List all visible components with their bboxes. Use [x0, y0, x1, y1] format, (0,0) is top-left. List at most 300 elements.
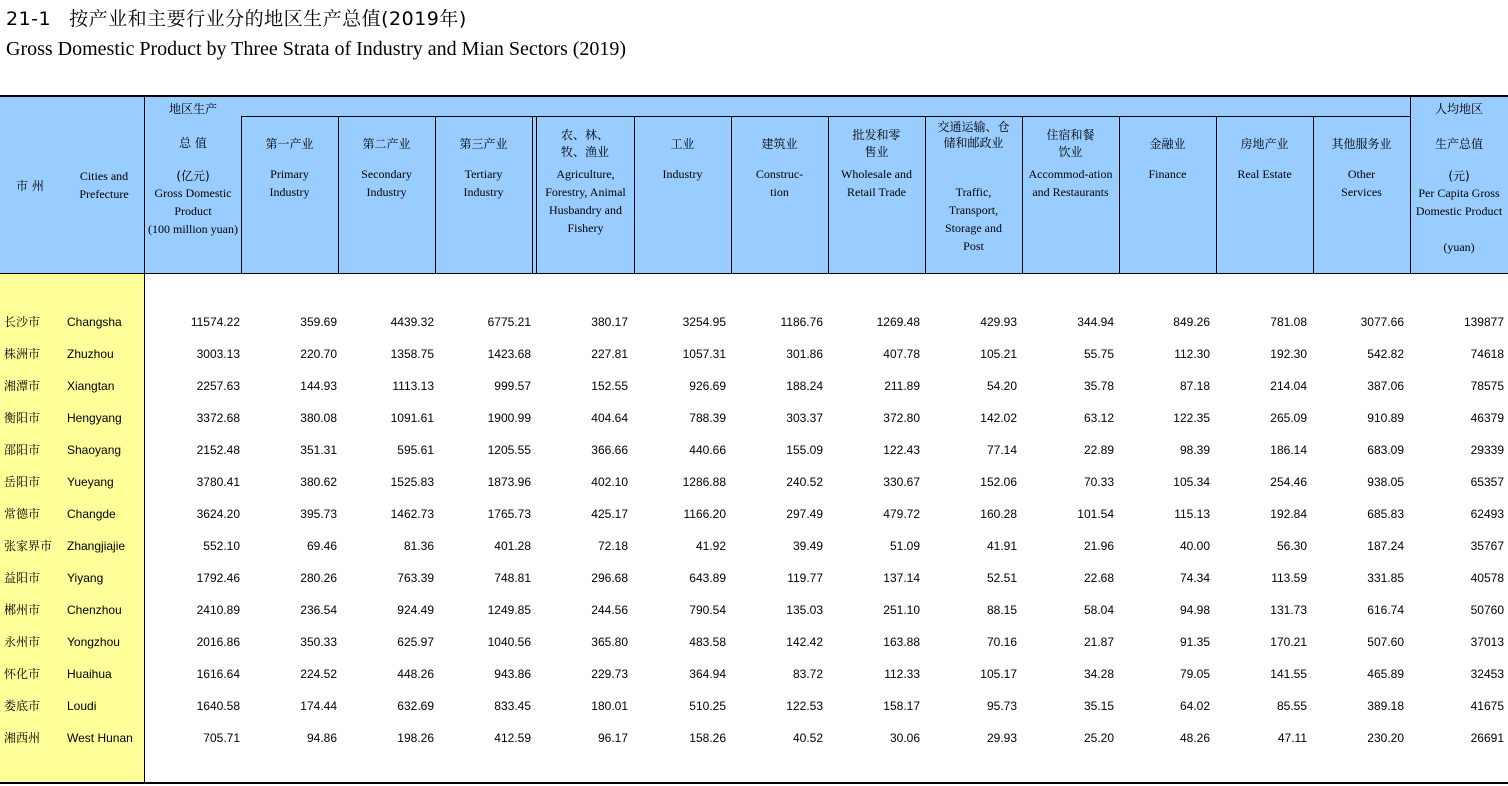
value-cell: 685.83	[1367, 507, 1404, 521]
value-cell: 26691	[1470, 731, 1504, 745]
header-construction-en: Construc-tion	[755, 167, 804, 199]
header-agriculture	[537, 97, 634, 273]
value-cell: 135.03	[786, 603, 823, 617]
city-name-cn: 常德市	[4, 507, 41, 521]
value-cell: 101.54	[1077, 507, 1114, 521]
value-cell: 331.85	[1367, 571, 1404, 585]
value-cell: 849.26	[1173, 315, 1210, 329]
value-cell: 174.44	[300, 699, 337, 713]
value-cell: 85.55	[1276, 699, 1307, 713]
city-name-cn: 长沙市	[4, 315, 41, 329]
value-cell: 139877	[1463, 315, 1504, 329]
city-name-cn: 郴州市	[4, 603, 41, 617]
table-row	[0, 402, 1508, 434]
value-cell: 81.36	[403, 539, 434, 553]
header-construction	[731, 97, 828, 273]
header-divider	[241, 116, 242, 273]
value-cell: 344.94	[1077, 315, 1114, 329]
value-cell: 330.67	[883, 475, 920, 489]
value-cell: 1113.13	[392, 379, 434, 393]
value-cell: 440.66	[689, 443, 726, 457]
value-cell: 595.61	[397, 443, 434, 457]
value-cell: 910.89	[1367, 411, 1404, 425]
table-row	[0, 338, 1508, 370]
value-cell: 425.17	[591, 507, 628, 521]
value-cell: 39.49	[792, 539, 823, 553]
value-cell: 1423.68	[487, 347, 531, 361]
value-cell: 65357	[1470, 475, 1504, 489]
value-cell: 251.10	[883, 603, 920, 617]
value-cell: 74.34	[1179, 571, 1210, 585]
value-cell: 95.73	[986, 699, 1017, 713]
table-row	[0, 530, 1508, 562]
value-cell: 448.26	[397, 667, 434, 681]
value-cell: 781.08	[1270, 315, 1307, 329]
value-cell: 105.17	[980, 667, 1017, 681]
value-cell: 938.05	[1367, 475, 1404, 489]
value-cell: 47.11	[1277, 731, 1307, 745]
header-divider	[532, 116, 533, 273]
value-cell: 105.21	[980, 347, 1017, 361]
value-cell: 407.78	[883, 347, 920, 361]
value-cell: 35767	[1470, 539, 1504, 553]
value-cell: 88.15	[986, 603, 1017, 617]
value-cell: 77.14	[986, 443, 1017, 457]
value-cell: 142.02	[980, 411, 1017, 425]
header-divider	[435, 116, 436, 273]
city-name-en: Shaoyang	[67, 443, 122, 457]
value-cell: 380.17	[591, 315, 628, 329]
value-cell: 943.86	[494, 667, 531, 681]
value-cell: 683.09	[1367, 443, 1404, 457]
value-cell: 142.42	[786, 635, 823, 649]
value-cell: 366.66	[591, 443, 628, 457]
header-industry-en: Industry	[662, 167, 703, 181]
header-city-en: Cities and Prefecture	[79, 169, 129, 201]
city-name-en: Chenzhou	[67, 603, 122, 617]
value-cell: 479.72	[883, 507, 920, 521]
value-cell: 705.71	[203, 731, 240, 745]
city-name-en: Hengyang	[67, 411, 122, 425]
header-accommodation	[1022, 97, 1119, 273]
value-cell: 35.78	[1083, 379, 1114, 393]
city-name-en: Yongzhou	[67, 635, 120, 649]
value-cell: 1358.75	[390, 347, 434, 361]
header-divider	[338, 116, 339, 273]
value-cell: 35.15	[1083, 699, 1114, 713]
header-divider	[1410, 97, 1411, 273]
value-cell: 2410.89	[196, 603, 240, 617]
value-cell: 51.09	[889, 539, 920, 553]
value-cell: 25.20	[1083, 731, 1114, 745]
value-cell: 94.98	[1179, 603, 1210, 617]
value-cell: 119.77	[787, 571, 823, 585]
city-name-en: Yueyang	[67, 475, 114, 489]
value-cell: 301.86	[786, 347, 823, 361]
value-cell: 244.56	[591, 603, 628, 617]
header-secondary	[338, 97, 435, 273]
value-cell: 227.81	[591, 347, 628, 361]
value-cell: 40578	[1470, 571, 1504, 585]
value-cell: 87.18	[1179, 379, 1210, 393]
value-cell: 510.25	[689, 699, 726, 713]
value-cell: 40.52	[792, 731, 823, 745]
header-wholesale	[828, 97, 925, 273]
value-cell: 163.88	[883, 635, 920, 649]
value-cell: 214.04	[1270, 379, 1307, 393]
header-other-cn: 其他服务业	[1331, 137, 1392, 151]
value-cell: 29.93	[986, 731, 1017, 745]
value-cell: 131.73	[1270, 603, 1307, 617]
header-tertiary-cn: 第三产业	[459, 137, 508, 151]
value-cell: 122.43	[883, 443, 920, 457]
value-cell: 56.30	[1276, 539, 1307, 553]
header-city	[0, 97, 144, 273]
value-cell: 297.49	[786, 507, 823, 521]
value-cell: 404.64	[591, 411, 628, 425]
value-cell: 748.81	[494, 571, 531, 585]
header-wholesale-en: Wholesale and Retail Trade	[841, 167, 912, 199]
value-cell: 1765.73	[487, 507, 531, 521]
city-name-en: Changde	[67, 507, 116, 521]
header-divider	[1313, 116, 1314, 273]
value-cell: 6775.21	[487, 315, 531, 329]
value-cell: 552.10	[203, 539, 240, 553]
header-divider	[925, 116, 926, 273]
value-cell: 364.94	[689, 667, 726, 681]
value-cell: 1166.20	[683, 507, 726, 521]
value-cell: 188.24	[786, 379, 823, 393]
title-cn-text: 按产业和主要行业分的地区生产总值(2019年)	[69, 8, 467, 30]
city-name-cn: 张家界市	[4, 539, 53, 553]
value-cell: 3077.66	[1360, 315, 1404, 329]
value-cell: 3780.41	[196, 475, 240, 489]
value-cell: 113.59	[1271, 571, 1307, 585]
value-cell: 999.57	[494, 379, 531, 393]
value-cell: 1462.73	[390, 507, 434, 521]
table-row	[0, 626, 1508, 658]
value-cell: 1091.61	[390, 411, 434, 425]
table-header	[0, 97, 1508, 274]
header-realestate	[1216, 97, 1313, 273]
value-cell: 380.62	[300, 475, 337, 489]
header-divider	[536, 116, 537, 273]
header-wholesale-cn: 批发和零售业	[852, 128, 901, 159]
value-cell: 265.09	[1270, 411, 1307, 425]
page-title-cn	[6, 4, 467, 31]
value-cell: 158.17	[883, 699, 920, 713]
header-percapita-unit-en: (yuan)	[1443, 240, 1475, 254]
value-cell: 763.39	[397, 571, 434, 585]
header-primary-cn: 第一产业	[265, 137, 314, 151]
value-cell: 41.91	[986, 539, 1017, 553]
value-cell: 296.68	[591, 571, 628, 585]
value-cell: 643.89	[689, 571, 726, 585]
value-cell: 1873.96	[487, 475, 531, 489]
value-cell: 1269.48	[876, 315, 920, 329]
value-cell: 180.01	[591, 699, 628, 713]
value-cell: 160.28	[980, 507, 1017, 521]
value-cell: 788.39	[689, 411, 726, 425]
value-cell: 1205.55	[487, 443, 531, 457]
header-divider	[1022, 116, 1023, 273]
header-percapita-cn-mid: 生产总值	[1434, 137, 1483, 151]
value-cell: 365.80	[591, 635, 628, 649]
value-cell: 224.52	[300, 667, 337, 681]
value-cell: 236.54	[300, 603, 337, 617]
value-cell: 55.75	[1083, 347, 1114, 361]
value-cell: 83.72	[792, 667, 823, 681]
value-cell: 144.93	[300, 379, 337, 393]
value-cell: 402.10	[591, 475, 628, 489]
header-primary	[241, 97, 338, 273]
value-cell: 790.54	[689, 603, 726, 617]
value-cell: 187.24	[1367, 539, 1404, 553]
header-finance	[1119, 97, 1216, 273]
header-divider	[731, 116, 732, 273]
value-cell: 122.35	[1173, 411, 1210, 425]
header-percapita-cn-top: 人均地区	[1434, 102, 1483, 116]
header-realestate-en: Real Estate	[1237, 167, 1292, 181]
value-cell: 2257.63	[196, 379, 240, 393]
value-cell: 78575	[1470, 379, 1504, 393]
value-cell: 70.33	[1083, 475, 1114, 489]
value-cell: 1186.76	[780, 315, 823, 329]
city-name-cn: 湘西州	[4, 731, 41, 745]
value-cell: 112.30	[1174, 347, 1210, 361]
value-cell: 141.55	[1270, 667, 1307, 681]
table-row	[0, 562, 1508, 594]
value-cell: 192.84	[1270, 507, 1307, 521]
header-tertiary-en: Tertiary Industry	[463, 167, 504, 199]
value-cell: 54.20	[986, 379, 1017, 393]
table-bottom-rule	[0, 782, 1508, 784]
city-name-en: Changsha	[67, 315, 122, 329]
value-cell: 507.60	[1367, 635, 1404, 649]
value-cell: 50760	[1470, 603, 1504, 617]
value-cell: 41675	[1470, 699, 1504, 713]
value-cell: 3624.20	[196, 507, 240, 521]
value-cell: 41.92	[695, 539, 726, 553]
value-cell: 1525.83	[390, 475, 434, 489]
header-divider	[1216, 116, 1217, 273]
value-cell: 37013	[1470, 635, 1504, 649]
city-name-cn: 岳阳市	[4, 475, 41, 489]
page-title-en: Gross Domestic Product by Three Strata of Industry and Mian Sectors (2019)	[6, 38, 627, 60]
header-percapita-unit-cn: (元)	[1448, 169, 1470, 183]
value-cell: 351.31	[300, 443, 337, 457]
value-cell: 22.68	[1083, 571, 1114, 585]
value-cell: 254.46	[1270, 475, 1307, 489]
value-cell: 1900.99	[487, 411, 531, 425]
value-cell: 1616.64	[196, 667, 240, 681]
header-secondary-cn: 第二产业	[362, 137, 411, 151]
value-cell: 380.08	[300, 411, 337, 425]
value-cell: 152.55	[591, 379, 628, 393]
value-cell: 542.82	[1367, 347, 1404, 361]
header-transport-en: Traffic, Transport, Storage and Post	[945, 185, 1002, 253]
header-transport	[925, 97, 1022, 273]
city-name-en: Yiyang	[67, 571, 104, 585]
header-construction-cn: 建筑业	[761, 137, 798, 151]
value-cell: 91.35	[1179, 635, 1210, 649]
value-cell: 21.87	[1083, 635, 1114, 649]
header-gdp-cn-mid: 总 值	[179, 136, 207, 150]
value-cell: 924.49	[397, 603, 434, 617]
city-name-en: Xiangtan	[67, 379, 115, 393]
value-cell: 412.59	[494, 731, 531, 745]
value-cell: 2152.48	[196, 443, 240, 457]
value-cell: 389.18	[1367, 699, 1404, 713]
value-cell: 372.80	[883, 411, 920, 425]
value-cell: 69.46	[306, 539, 337, 553]
value-cell: 64.02	[1179, 699, 1210, 713]
table-number: 21-1	[6, 8, 52, 30]
value-cell: 122.53	[786, 699, 823, 713]
city-name-cn: 湘潭市	[4, 379, 41, 393]
value-cell: 63.12	[1083, 411, 1114, 425]
value-cell: 211.89	[884, 379, 920, 393]
value-cell: 387.06	[1367, 379, 1404, 393]
city-name-cn: 邵阳市	[4, 443, 41, 457]
city-name-cn: 娄底市	[4, 699, 41, 713]
header-percapita	[1410, 97, 1508, 273]
header-gdp	[145, 97, 241, 273]
value-cell: 429.93	[980, 315, 1017, 329]
value-cell: 11574.22	[190, 315, 240, 329]
value-cell: 198.26	[397, 731, 434, 745]
value-cell: 98.39	[1179, 443, 1210, 457]
value-cell: 625.97	[397, 635, 434, 649]
value-cell: 155.09	[786, 443, 823, 457]
header-secondary-en: Secondary Industry	[361, 167, 412, 199]
header-agriculture-cn: 农、林、牧、渔业	[560, 128, 609, 159]
value-cell: 359.69	[300, 315, 337, 329]
header-primary-en: Primary Industry	[269, 167, 310, 199]
table-row	[0, 466, 1508, 498]
value-cell: 1286.88	[682, 475, 726, 489]
header-other	[1313, 97, 1410, 273]
value-cell: 350.33	[300, 635, 337, 649]
value-cell: 29339	[1470, 443, 1504, 457]
header-gdp-en: Gross Domestic Product	[154, 186, 232, 218]
city-name-en: Huaihua	[67, 667, 112, 681]
value-cell: 105.34	[1173, 475, 1210, 489]
value-cell: 401.28	[494, 539, 531, 553]
header-industry	[634, 97, 731, 273]
value-cell: 152.06	[980, 475, 1017, 489]
table-row	[0, 498, 1508, 530]
value-cell: 3254.95	[682, 315, 726, 329]
value-cell: 240.52	[786, 475, 823, 489]
city-name-cn: 怀化市	[4, 667, 41, 681]
value-cell: 2016.86	[196, 635, 240, 649]
table-row	[0, 370, 1508, 402]
city-name-en: Zhangjiajie	[67, 539, 126, 553]
header-divider	[828, 116, 829, 273]
value-cell: 94.86	[306, 731, 337, 745]
value-cell: 1057.31	[682, 347, 726, 361]
value-cell: 483.58	[689, 635, 726, 649]
city-name-cn: 衡阳市	[4, 411, 41, 425]
header-agriculture-en: Agriculture, Forestry, Animal Husbandry and Fishery	[545, 167, 626, 235]
table-row	[0, 690, 1508, 722]
value-cell: 170.21	[1270, 635, 1307, 649]
value-cell: 220.70	[300, 347, 337, 361]
value-cell: 303.37	[786, 411, 823, 425]
value-cell: 112.33	[884, 667, 920, 681]
value-cell: 4439.32	[390, 315, 434, 329]
value-cell: 158.26	[689, 731, 726, 745]
value-cell: 1640.58	[196, 699, 240, 713]
value-cell: 280.26	[300, 571, 337, 585]
value-cell: 230.20	[1367, 731, 1404, 745]
header-realestate-cn: 房地产业	[1240, 137, 1289, 151]
table-row	[0, 434, 1508, 466]
value-cell: 40.00	[1179, 539, 1210, 553]
header-divider	[634, 116, 635, 273]
header-industry-cn: 工业	[670, 137, 695, 151]
header-divider	[1119, 116, 1120, 273]
city-name-cn: 株洲市	[4, 347, 41, 361]
value-cell: 58.04	[1083, 603, 1114, 617]
header-accommodation-cn: 住宿和餐饮业	[1046, 128, 1095, 159]
value-cell: 3003.13	[196, 347, 240, 361]
header-city-cn: 市 州	[16, 179, 44, 193]
value-cell: 616.74	[1367, 603, 1404, 617]
header-finance-cn: 金融业	[1149, 137, 1186, 151]
table-row	[0, 594, 1508, 626]
value-cell: 96.17	[597, 731, 628, 745]
value-cell: 115.13	[1174, 507, 1210, 521]
value-cell: 70.16	[986, 635, 1017, 649]
value-cell: 833.45	[494, 699, 531, 713]
table-row	[0, 658, 1508, 690]
header-percapita-en: Per Capita Gross Domestic Product	[1415, 186, 1503, 218]
header-subrule	[241, 116, 1410, 117]
value-cell: 229.73	[591, 667, 628, 681]
value-cell: 48.26	[1179, 731, 1210, 745]
table-row	[0, 722, 1508, 754]
value-cell: 632.69	[397, 699, 434, 713]
value-cell: 21.96	[1083, 539, 1114, 553]
value-cell: 137.14	[883, 571, 920, 585]
value-cell: 1792.46	[196, 571, 240, 585]
value-cell: 926.69	[689, 379, 726, 393]
header-tertiary	[435, 97, 532, 273]
header-gdp-unit-cn: (亿元)	[176, 169, 210, 183]
value-cell: 1249.85	[487, 603, 531, 617]
city-name-en: Loudi	[67, 699, 97, 713]
header-finance-en: Finance	[1148, 167, 1187, 181]
header-gdp-cn-top: 地区生产	[168, 102, 217, 116]
value-cell: 186.14	[1270, 443, 1307, 457]
city-name-en: West Hunan	[67, 731, 133, 745]
value-cell: 79.05	[1179, 667, 1210, 681]
value-cell: 22.89	[1083, 443, 1114, 457]
header-gdp-unit-en: (100 million yuan)	[148, 222, 238, 236]
value-cell: 74618	[1470, 347, 1504, 361]
value-cell: 62493	[1470, 507, 1504, 521]
header-accommodation-en: Accommod-ation and Restaurants	[1028, 167, 1113, 199]
header-other-en: Other Services	[1341, 167, 1382, 199]
value-cell: 34.28	[1083, 667, 1114, 681]
table-row	[0, 306, 1508, 338]
value-cell: 395.73	[300, 507, 337, 521]
value-cell: 3372.68	[196, 411, 240, 425]
header-transport-cn: 交通运输、仓储和邮政业	[937, 120, 1010, 150]
value-cell: 52.51	[986, 571, 1017, 585]
